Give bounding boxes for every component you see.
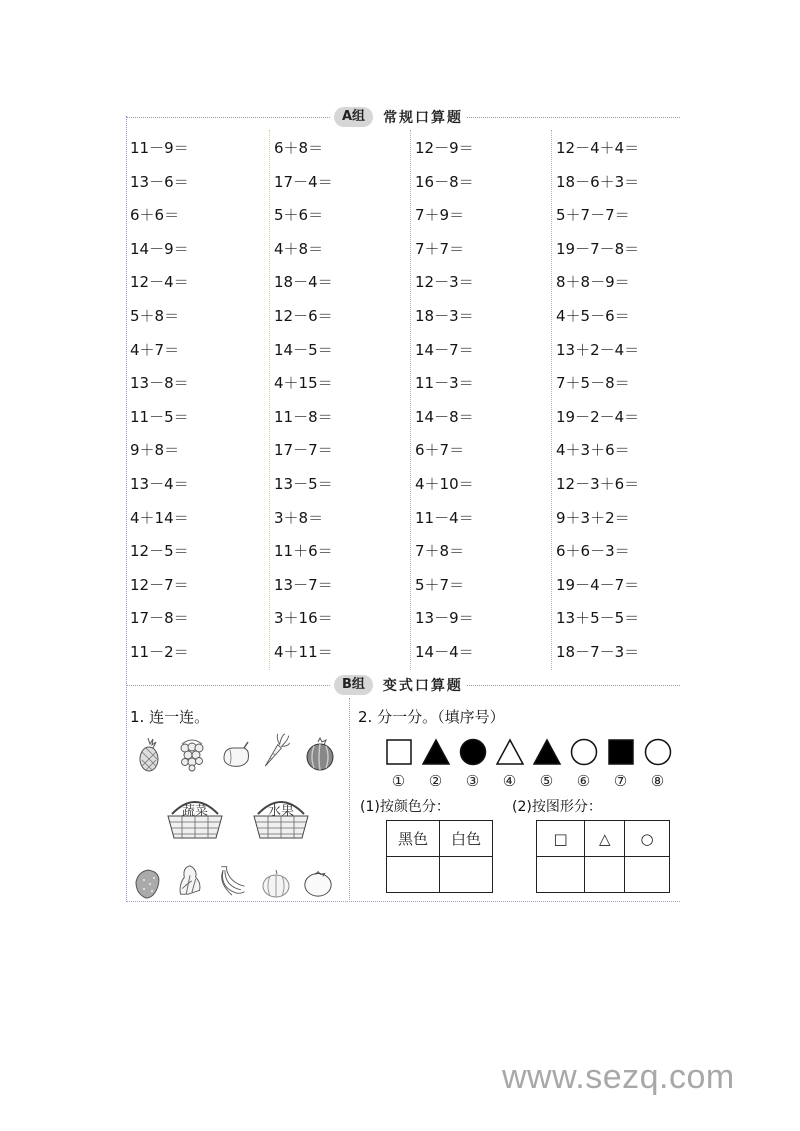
problem-item: 18－7－3＝ xyxy=(556,643,640,661)
problem-item: 19－7－8＝ xyxy=(556,239,640,258)
problem-item: 19－2－4＝ xyxy=(556,407,640,426)
problem-item: 12－4＋4＝ xyxy=(556,139,640,157)
shape-number: ⑦ xyxy=(613,772,628,790)
problem-item: 14－7＝ xyxy=(415,340,474,359)
carrot-icon xyxy=(260,732,292,768)
problem-item: 9＋8＝ xyxy=(130,441,180,460)
problem-item: 13－6＝ xyxy=(130,172,189,191)
outline-square-icon xyxy=(385,738,413,766)
shape-sort-table xyxy=(536,820,670,893)
problem-item: 6＋8＝ xyxy=(274,139,324,157)
problem-item: 16－8＝ xyxy=(415,172,474,191)
problem-item: 13－8＝ xyxy=(130,374,189,393)
problem-item: 12－7＝ xyxy=(130,575,189,594)
shape-number: ⑤ xyxy=(539,772,554,790)
problem-column xyxy=(551,130,680,670)
q1-label: 1. 连一连。 xyxy=(130,708,210,726)
problem-item: 11＋6＝ xyxy=(274,542,333,561)
problem-item: 4＋15＝ xyxy=(274,374,333,393)
problem-item: 8＋8－9＝ xyxy=(556,273,630,292)
shape-item xyxy=(417,738,454,790)
shape-item xyxy=(528,738,565,790)
q2-label: 2. 分一分。（填序号） xyxy=(358,708,505,726)
problem-item: 12－6＝ xyxy=(274,307,333,325)
problem-item: 11－8＝ xyxy=(274,407,333,426)
color-sort-table xyxy=(386,820,493,893)
problem-item: 5＋7－7＝ xyxy=(556,206,630,225)
problem-item: 17－4＝ xyxy=(274,172,333,191)
basket-fruits xyxy=(252,794,310,840)
problem-item: 6＋6－3＝ xyxy=(556,542,630,561)
shape-row xyxy=(380,738,676,790)
tomato-icon xyxy=(302,864,334,900)
problem-item: 12－5＝ xyxy=(130,542,189,561)
answer-cell-circle[interactable] xyxy=(625,857,670,893)
by-shape-label: (2)按图形分： xyxy=(512,799,602,815)
section-a-badge: A组 xyxy=(334,107,373,127)
problem-item: 7＋9＝ xyxy=(415,206,465,225)
problem-item: 3＋8＝ xyxy=(274,508,324,527)
section-b-body xyxy=(126,698,680,902)
bell-pepper-icon xyxy=(220,736,252,772)
answer-cell-triangle[interactable] xyxy=(585,857,625,893)
problem-item: 5＋7＝ xyxy=(415,575,465,594)
problem-item: 4＋7＝ xyxy=(130,340,180,359)
watermelon-icon xyxy=(304,736,336,772)
watermark: www.sezq.com xyxy=(502,1058,735,1096)
shape-item xyxy=(491,738,528,790)
section-a-header xyxy=(126,106,680,130)
divider xyxy=(126,901,680,902)
filled-circle-icon xyxy=(459,738,487,766)
problem-item: 11－2＝ xyxy=(130,643,189,661)
basket-label: 水果 xyxy=(267,804,294,819)
problem-item: 19－4－7＝ xyxy=(556,575,640,594)
problem-item: 5＋8＝ xyxy=(130,307,180,325)
problem-item: 14－4＝ xyxy=(415,643,474,661)
answer-cell-white[interactable] xyxy=(440,857,493,893)
outline-circle-icon xyxy=(644,738,672,766)
problem-item: 18－6＋3＝ xyxy=(556,172,640,191)
filled-triangle-icon xyxy=(533,738,561,766)
problem-column xyxy=(269,130,410,670)
problem-item: 4＋11＝ xyxy=(274,643,333,661)
pineapple-icon xyxy=(134,736,166,772)
header-triangle: △ xyxy=(585,821,625,857)
problem-item: 7＋5－8＝ xyxy=(556,374,630,393)
header-circle: ○ xyxy=(625,821,670,857)
answer-cell-black[interactable] xyxy=(387,857,440,893)
problem-item: 14－8＝ xyxy=(415,407,474,426)
section-a-title: 常规口算题 xyxy=(383,110,464,126)
problem-item: 11－5＝ xyxy=(130,407,189,426)
header-black: 黑色 xyxy=(387,821,440,857)
pumpkin-icon xyxy=(260,864,292,900)
problem-item: 12－3＋6＝ xyxy=(556,475,640,493)
shape-number: ② xyxy=(428,772,443,790)
problem-item: 13－5＝ xyxy=(274,475,333,493)
basket-vegetables xyxy=(166,794,224,840)
problem-item: 12－3＝ xyxy=(415,273,474,292)
grapes-icon xyxy=(176,736,208,772)
problem-item: 18－3＝ xyxy=(415,307,474,325)
bok-choy-icon xyxy=(174,862,206,898)
problem-item: 6＋7＝ xyxy=(415,441,465,460)
problem-item: 13－7＝ xyxy=(274,575,333,594)
problem-item: 12－9＝ xyxy=(415,139,474,157)
shape-item xyxy=(565,738,602,790)
problem-item: 4＋5－6＝ xyxy=(556,307,630,325)
section-b-header xyxy=(126,674,680,698)
problem-item: 4＋14＝ xyxy=(130,508,189,527)
problem-item: 11－4＝ xyxy=(415,508,474,527)
problem-item: 5＋6＝ xyxy=(274,206,324,225)
problem-item: 12－4＝ xyxy=(130,273,189,292)
problem-item: 7＋8＝ xyxy=(415,542,465,561)
header-white: 白色 xyxy=(440,821,493,857)
problem-column xyxy=(410,130,551,670)
problem-item: 4＋10＝ xyxy=(415,475,474,493)
outline-circle-icon xyxy=(570,738,598,766)
outline-triangle-icon xyxy=(496,738,524,766)
problem-item: 17－7＝ xyxy=(274,441,333,460)
problem-item: 7＋7＝ xyxy=(415,239,465,258)
problem-item: 13－4＝ xyxy=(130,475,189,493)
shape-item xyxy=(602,738,639,790)
problem-item: 6＋6＝ xyxy=(130,206,180,225)
section-b-title-group xyxy=(330,675,467,695)
section-b-title: 变式口算题 xyxy=(382,678,463,694)
divider xyxy=(349,698,350,902)
by-color-label: (1)按颜色分： xyxy=(360,799,450,815)
shape-item xyxy=(380,738,417,790)
shape-item xyxy=(639,738,676,790)
filled-triangle-icon xyxy=(422,738,450,766)
shape-number: ① xyxy=(391,772,406,790)
answer-cell-square[interactable] xyxy=(537,857,585,893)
problem-item: 4＋8＝ xyxy=(274,239,324,258)
section-b-badge: B组 xyxy=(334,675,373,695)
problem-item: 11－9＝ xyxy=(130,139,189,157)
problem-grid xyxy=(126,130,680,670)
problem-item: 4＋3＋6＝ xyxy=(556,441,630,460)
header-square: □ xyxy=(537,821,585,857)
problem-item: 13－9＝ xyxy=(415,609,474,628)
strawberry-icon xyxy=(132,864,164,900)
shape-number: ⑧ xyxy=(650,772,665,790)
problem-item: 18－4＝ xyxy=(274,273,333,292)
basket-label: 蔬菜 xyxy=(181,804,208,819)
problem-column xyxy=(126,130,269,670)
problem-item: 17－8＝ xyxy=(130,609,189,628)
section-a-title-group xyxy=(330,107,467,127)
problem-item: 13＋2－4＝ xyxy=(556,340,640,359)
filled-square-icon xyxy=(607,738,635,766)
problem-item: 13＋5－5＝ xyxy=(556,609,640,628)
banana-icon xyxy=(216,862,248,898)
problem-item: 14－5＝ xyxy=(274,340,333,359)
problem-item: 9＋3＋2＝ xyxy=(556,508,630,527)
shape-number: ⑥ xyxy=(576,772,591,790)
problem-item: 14－9＝ xyxy=(130,239,189,258)
worksheet xyxy=(126,106,680,902)
shape-number: ③ xyxy=(465,772,480,790)
shape-number: ④ xyxy=(502,772,517,790)
problem-item: 3＋16＝ xyxy=(274,609,333,628)
problem-item: 11－3＝ xyxy=(415,374,474,393)
shape-item xyxy=(454,738,491,790)
